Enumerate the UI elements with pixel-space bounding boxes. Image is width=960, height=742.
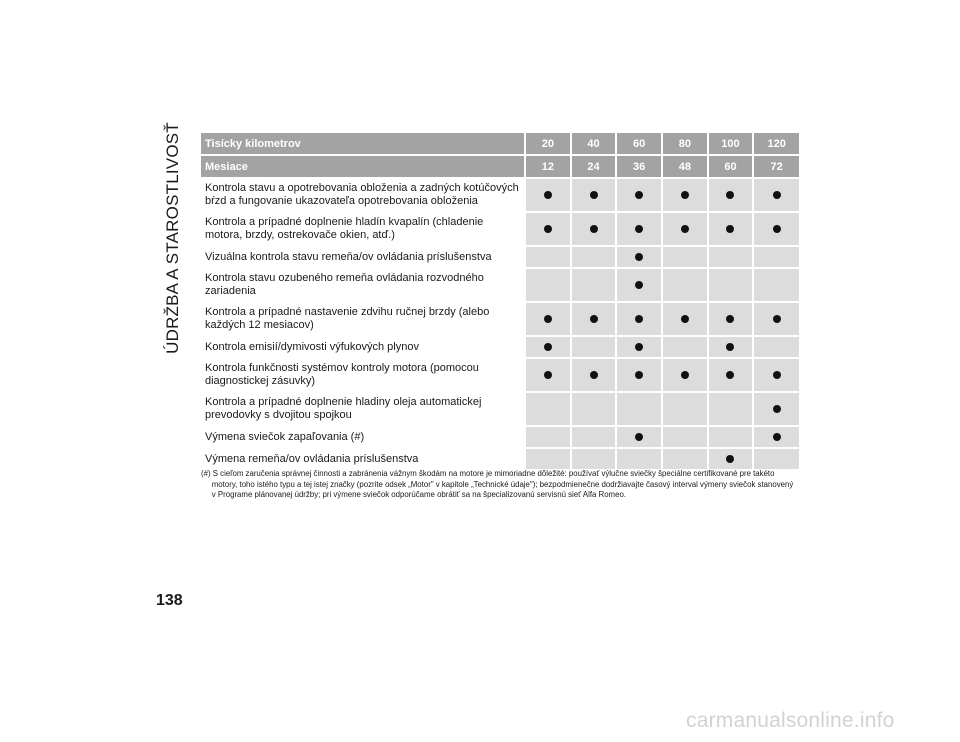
page-number: 138	[156, 592, 183, 609]
schedule-cell	[525, 212, 571, 246]
header-months-label: Mesiace	[201, 155, 525, 178]
schedule-cell	[708, 212, 754, 246]
row-label: Výmena remeňa/ov ovládania príslušenstva	[201, 448, 525, 470]
bullet-icon	[635, 371, 643, 379]
schedule-body	[201, 178, 799, 470]
schedule-cell	[662, 358, 708, 392]
header-months-value: 48	[662, 155, 708, 178]
schedule-cell	[662, 268, 708, 302]
table-row	[201, 426, 799, 448]
schedule-cell	[753, 448, 799, 470]
bullet-icon	[726, 225, 734, 233]
bullet-icon	[773, 371, 781, 379]
schedule-cell	[753, 302, 799, 336]
header-km-label: Tisícky kilometrov	[201, 133, 525, 155]
header-km-value: 100	[708, 133, 754, 155]
schedule-cell	[708, 448, 754, 470]
schedule-cell	[525, 448, 571, 470]
schedule-cell	[708, 268, 754, 302]
row-label: Kontrola stavu a opotrebovania obloženia a zadných kotúčových bŕzd a fungovanie ukazovateľa opotrebovania obloženia	[201, 178, 525, 212]
schedule-cell	[662, 212, 708, 246]
schedule-cell	[662, 178, 708, 212]
header-km-value: 120	[753, 133, 799, 155]
side-chapter-title-text: ÚDRŽBA A STAROSTLIVOSŤ	[163, 121, 183, 354]
bullet-icon	[590, 191, 598, 199]
table-row	[201, 268, 799, 302]
schedule-cell	[571, 336, 617, 358]
bullet-icon	[544, 225, 552, 233]
header-km-value: 60	[616, 133, 662, 155]
schedule-cell	[662, 336, 708, 358]
header-km-value: 80	[662, 133, 708, 155]
schedule-cell	[662, 426, 708, 448]
table-row	[201, 448, 799, 470]
schedule-cell	[753, 358, 799, 392]
schedule-cell	[708, 358, 754, 392]
bullet-icon	[635, 433, 643, 441]
bullet-icon	[681, 371, 689, 379]
schedule-cell	[616, 178, 662, 212]
schedule-cell	[753, 392, 799, 426]
schedule-cell	[708, 246, 754, 268]
schedule-cell	[571, 448, 617, 470]
schedule-cell	[708, 178, 754, 212]
bullet-icon	[726, 455, 734, 463]
bullet-icon	[544, 191, 552, 199]
bullet-icon	[590, 315, 598, 323]
bullet-icon	[726, 371, 734, 379]
schedule-cell	[525, 268, 571, 302]
schedule-cell	[616, 268, 662, 302]
schedule-cell	[753, 268, 799, 302]
bullet-icon	[635, 225, 643, 233]
bullet-icon	[773, 191, 781, 199]
schedule-cell	[708, 392, 754, 426]
bullet-icon	[681, 225, 689, 233]
header-months-value: 12	[525, 155, 571, 178]
schedule-cell	[525, 426, 571, 448]
schedule-cell	[571, 358, 617, 392]
schedule-cell	[525, 358, 571, 392]
bullet-icon	[635, 191, 643, 199]
footnote: (#) S cieľom zaručenia správnej činnosti a zabránenia vážnym škodám na motore je mimoriadne dôležité: používať výlučne sviečky špeciálne certifikované pre takéto motory, toho istého typu a tej istej značky (pozrite odsek „Motor" v kapitole „Technické údaje"); bezpodmienečne dodržiavajte časový interval výmeny sviečok stanovený v Programe plánovanej údržby; pri výmene sviečok odporúčame obrátiť sa na špecializovanú servisnú sieť Alfa Romeo.	[201, 469, 794, 499]
schedule-cell	[662, 392, 708, 426]
header-months-value: 36	[616, 155, 662, 178]
schedule-cell	[571, 268, 617, 302]
bullet-icon	[773, 405, 781, 413]
row-label: Kontrola a prípadné doplnenie hladín kvapalín (chladenie motora, brzdy, ostrekovače okien, atď.)	[201, 212, 525, 246]
schedule-cell	[616, 336, 662, 358]
header-months-value: 60	[708, 155, 754, 178]
schedule-cell	[662, 302, 708, 336]
schedule-cell	[616, 426, 662, 448]
schedule-cell	[616, 246, 662, 268]
row-label: Kontrola a prípadné doplnenie hladiny oleja automatickej prevodovky s dvojitou spojkou	[201, 392, 525, 426]
table-row	[201, 358, 799, 392]
schedule-cell	[525, 246, 571, 268]
table-row	[201, 336, 799, 358]
schedule-cell	[616, 392, 662, 426]
bullet-icon	[590, 225, 598, 233]
watermark: carmanualsonline.info	[686, 709, 895, 732]
table-row	[201, 212, 799, 246]
schedule-cell	[571, 178, 617, 212]
header-km-value: 40	[571, 133, 617, 155]
bullet-icon	[773, 225, 781, 233]
bullet-icon	[773, 433, 781, 441]
schedule-cell	[525, 392, 571, 426]
bullet-icon	[635, 253, 643, 261]
side-chapter-title	[158, 121, 188, 354]
header-months-value: 24	[571, 155, 617, 178]
schedule-cell	[708, 336, 754, 358]
schedule-cell	[616, 358, 662, 392]
schedule-cell	[571, 426, 617, 448]
bullet-icon	[544, 343, 552, 351]
schedule-cell	[571, 212, 617, 246]
schedule-cell	[571, 302, 617, 336]
schedule-cell	[571, 246, 617, 268]
schedule-cell	[753, 426, 799, 448]
header-row-km	[201, 133, 799, 155]
row-label: Kontrola emisií/dymivosti výfukových plynov	[201, 336, 525, 358]
bullet-icon	[590, 371, 598, 379]
schedule-cell	[525, 302, 571, 336]
schedule-cell	[525, 178, 571, 212]
schedule-cell	[616, 448, 662, 470]
schedule-cell	[525, 336, 571, 358]
schedule-cell	[662, 448, 708, 470]
bullet-icon	[726, 191, 734, 199]
bullet-icon	[635, 343, 643, 351]
row-label: Vizuálna kontrola stavu remeňa/ov ovládania príslušenstva	[201, 246, 525, 268]
bullet-icon	[544, 315, 552, 323]
schedule-cell	[708, 302, 754, 336]
row-label: Kontrola stavu ozubeného remeňa ovládania rozvodného zariadenia	[201, 268, 525, 302]
schedule-cell	[753, 246, 799, 268]
bullet-icon	[773, 315, 781, 323]
header-km-value: 20	[525, 133, 571, 155]
schedule-cell	[753, 336, 799, 358]
bullet-icon	[726, 315, 734, 323]
schedule-cell	[616, 302, 662, 336]
table-row	[201, 246, 799, 268]
bullet-icon	[544, 371, 552, 379]
table-row	[201, 392, 799, 426]
bullet-icon	[635, 281, 643, 289]
row-label: Kontrola funkčnosti systémov kontroly motora (pomocou diagnostickej zásuvky)	[201, 358, 525, 392]
schedule-cell	[662, 246, 708, 268]
row-label: Kontrola a prípadné nastavenie zdvihu ručnej brzdy (alebo každých 12 mesiacov)	[201, 302, 525, 336]
bullet-icon	[726, 343, 734, 351]
bullet-icon	[681, 315, 689, 323]
schedule-cell	[571, 392, 617, 426]
bullet-icon	[635, 315, 643, 323]
header-months-value: 72	[753, 155, 799, 178]
table-row	[201, 302, 799, 336]
header-row-months	[201, 155, 799, 178]
bullet-icon	[681, 191, 689, 199]
maintenance-schedule-table	[201, 133, 799, 471]
schedule-cell	[708, 426, 754, 448]
schedule-cell	[753, 178, 799, 212]
schedule-cell	[616, 212, 662, 246]
row-label: Výmena sviečok zapaľovania (#)	[201, 426, 525, 448]
schedule-cell	[753, 212, 799, 246]
table-row	[201, 178, 799, 212]
